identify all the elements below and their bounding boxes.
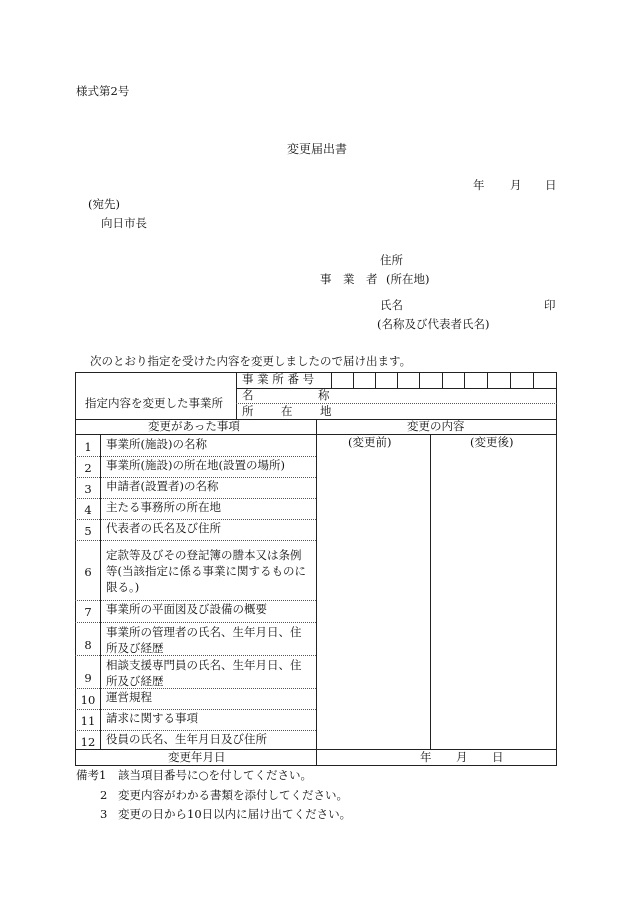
office-name-label-1: 名 bbox=[242, 388, 254, 402]
digit-box-divider bbox=[397, 372, 398, 388]
after-label: (変更後) bbox=[470, 435, 514, 449]
change-date-label: 変更年月日 bbox=[168, 750, 226, 764]
digit-box-divider bbox=[375, 372, 376, 388]
form-number: 様式第2号 bbox=[76, 84, 130, 98]
content-header: 変更の内容 bbox=[407, 419, 465, 433]
item-text: 申請者(設置者)の名称 bbox=[106, 479, 219, 493]
before-label: (変更前) bbox=[348, 435, 392, 449]
digit-box-divider bbox=[442, 372, 443, 388]
item-number: 1 bbox=[84, 440, 92, 454]
item-text: 役員の氏名、生年月日及び住所 bbox=[106, 732, 267, 746]
table-divider bbox=[100, 434, 101, 749]
item-text: 相談支援専門員の氏名、生年月日、住所及び経歴 bbox=[106, 658, 302, 688]
date-month: 月 bbox=[510, 178, 522, 192]
table-divider bbox=[236, 388, 557, 389]
office-label: 指定内容を変更した事業所 bbox=[85, 396, 223, 410]
addressee-label: (宛先) bbox=[88, 197, 120, 211]
item-number: 11 bbox=[80, 714, 96, 728]
item-text: 事業所の平面図及び設備の概要 bbox=[106, 602, 267, 616]
row-divider bbox=[75, 688, 316, 689]
digit-box-divider bbox=[419, 372, 420, 388]
row-divider bbox=[75, 600, 316, 601]
note-text: 変更の日から10日以内に届け出てください。 bbox=[118, 807, 352, 821]
table-divider bbox=[236, 372, 237, 419]
name-note: (名称及び代表者氏名) bbox=[377, 317, 490, 331]
row-divider bbox=[75, 498, 316, 499]
page-title: 変更届出書 bbox=[287, 142, 348, 156]
item-text: 代表者の氏名及び住所 bbox=[106, 521, 221, 535]
office-address-label-2: 在 bbox=[281, 404, 293, 418]
row-divider bbox=[75, 709, 316, 710]
date-day: 日 bbox=[545, 178, 557, 192]
table-divider bbox=[75, 749, 557, 750]
seal-label: 印 bbox=[544, 298, 556, 312]
note-label: 2 bbox=[100, 788, 108, 802]
note-text: 変更内容がわかる書類を添付してください。 bbox=[118, 788, 348, 802]
digit-box-divider bbox=[510, 372, 511, 388]
addressee-name: 向日市長 bbox=[101, 216, 147, 230]
row-divider bbox=[75, 730, 316, 731]
row-divider bbox=[75, 456, 316, 457]
office-address-label-1: 所 bbox=[242, 404, 254, 418]
change-date-year: 年 bbox=[420, 750, 432, 764]
digit-box-divider bbox=[464, 372, 465, 388]
row-divider bbox=[75, 540, 316, 541]
business-role-label: 事 業 者 bbox=[320, 272, 378, 286]
item-number: 12 bbox=[80, 735, 96, 749]
item-number: 9 bbox=[84, 671, 92, 685]
item-text: 定款等及びその登記簿の謄本又は条例等(当該指定に係る事業に関するものに限る。) bbox=[106, 548, 306, 594]
address-label: 住所 bbox=[380, 253, 403, 267]
digit-box-divider bbox=[487, 372, 488, 388]
item-text: 運営規程 bbox=[106, 690, 152, 704]
digit-box-divider bbox=[353, 372, 354, 388]
office-address-label-3: 地 bbox=[320, 404, 332, 418]
item-number: 10 bbox=[80, 693, 96, 707]
row-divider bbox=[75, 477, 316, 478]
item-text: 事業所(施設)の名称 bbox=[106, 437, 207, 451]
date-year: 年 bbox=[473, 178, 485, 192]
change-date-month: 月 bbox=[456, 750, 468, 764]
row-divider bbox=[75, 655, 316, 656]
name-label: 氏名 bbox=[380, 298, 403, 312]
digit-box-divider bbox=[331, 372, 332, 388]
item-number: 3 bbox=[84, 482, 92, 496]
item-text: 事業所(施設)の所在地(設置の場所) bbox=[106, 458, 285, 472]
item-number: 2 bbox=[84, 461, 92, 475]
office-number-label: 事 業 所 番 号 bbox=[242, 372, 315, 386]
item-text: 事業所の管理者の氏名、生年月日、住所及び経歴 bbox=[106, 625, 302, 655]
note-label: 備考1 bbox=[76, 768, 107, 782]
item-number: 8 bbox=[84, 638, 92, 652]
location-label: (所在地) bbox=[386, 272, 430, 286]
item-number: 4 bbox=[84, 503, 92, 517]
row-divider bbox=[75, 622, 316, 623]
note-label: 3 bbox=[100, 807, 108, 821]
item-text: 主たる事務所の所在地 bbox=[106, 500, 221, 514]
items-header: 変更があった事項 bbox=[148, 419, 240, 433]
office-name-label-2: 称 bbox=[318, 388, 330, 402]
table-divider bbox=[316, 419, 317, 766]
item-number: 7 bbox=[84, 605, 92, 619]
row-divider bbox=[75, 519, 316, 520]
digit-box-divider bbox=[533, 372, 534, 388]
change-date-day: 日 bbox=[492, 750, 504, 764]
item-number: 5 bbox=[84, 524, 92, 538]
item-text: 請求に関する事項 bbox=[106, 711, 198, 725]
note-text: 該当項目番号に○を付してください。 bbox=[118, 768, 313, 782]
table-divider bbox=[430, 434, 431, 749]
item-number: 6 bbox=[84, 565, 92, 579]
intro-text: 次のとおり指定を受けた内容を変更しましたので届け出ます。 bbox=[90, 354, 412, 368]
